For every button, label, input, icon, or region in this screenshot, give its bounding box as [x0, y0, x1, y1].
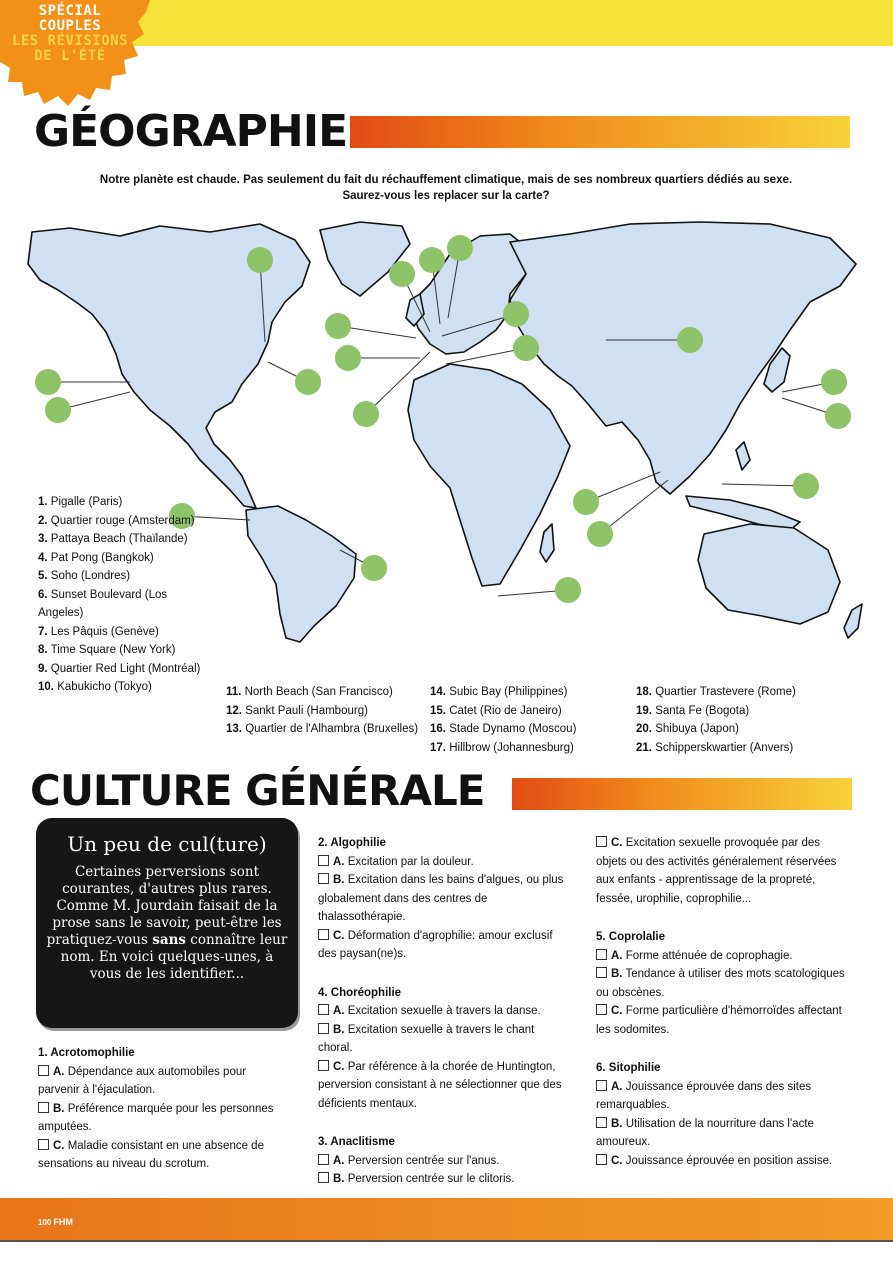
checkbox-icon[interactable] — [318, 1172, 329, 1183]
legend-item: 7. Les Pâquis (Genève) — [38, 625, 159, 638]
new-zealand-shape — [844, 604, 862, 638]
legend-item: 10. Kabukicho (Tokyo) — [38, 681, 152, 693]
checkbox-icon[interactable] — [318, 1004, 329, 1015]
answer-option[interactable]: A. Excitation par la douleur. — [318, 853, 568, 872]
legend-item: 12. Sankt Pauli (Hambourg) — [226, 704, 368, 717]
answer-option[interactable]: B. Excitation sexuelle à travers le chant choral. — [318, 1023, 535, 1054]
map-marker-21[interactable] — [555, 577, 581, 603]
map-marker-1[interactable] — [35, 369, 61, 395]
answer-option[interactable]: C. Déformation d'agrophilie: amour exclusif des paysan(ne)s. — [318, 929, 553, 960]
legend-item: 21. Schipperskwartier (Anvers) — [636, 741, 794, 754]
badge-text — [10, 4, 130, 64]
answer-option[interactable]: C. Jouissance éprouvée en position assise. — [596, 1152, 852, 1171]
checkbox-icon[interactable] — [596, 1004, 607, 1015]
map-marker-18[interactable] — [793, 473, 819, 499]
callout-title: Un peu de cul(ture) — [67, 832, 267, 856]
madagascar-shape — [540, 524, 554, 562]
brand-logo: FHM — [53, 1217, 73, 1227]
answer-option[interactable]: B. Utilisation de la nourriture dans l'acte amoureux. — [596, 1117, 814, 1148]
legend-item: 15. Catet (Rio de Janeiro) — [430, 704, 562, 717]
answer-option[interactable]: A. Dépendance aux automobiles pour parvenir à l'éjaculation. — [38, 1065, 247, 1096]
map-marker-11[interactable] — [419, 247, 445, 273]
map-marker-10[interactable] — [389, 261, 415, 287]
map-marker-3[interactable] — [247, 247, 273, 273]
answer-option[interactable]: C. Forme particulière d'hémorroïdes affectant les sodomites. — [596, 1005, 842, 1036]
badge-line-4: DE L'ÉTÉ — [34, 48, 106, 64]
map-marker-17[interactable] — [825, 403, 851, 429]
checkbox-icon[interactable] — [318, 1060, 329, 1071]
map-marker-2[interactable] — [45, 397, 71, 423]
map-marker-20[interactable] — [587, 521, 613, 547]
answer-option[interactable]: C. Maladie consistant en une absence de sensations au niveau du scrotum. — [38, 1139, 264, 1170]
checkbox-icon[interactable] — [38, 1139, 49, 1150]
map-marker-8[interactable] — [335, 345, 361, 371]
checkbox-icon[interactable] — [596, 967, 607, 978]
map-marker-4[interactable] — [295, 369, 321, 395]
geography-title-gradient-bar — [350, 116, 850, 148]
legend-column-1 — [38, 493, 208, 697]
legend-item: 8. Time Square (New York) — [38, 644, 176, 656]
legend-item: 4. Pat Pong (Bangkok) — [38, 551, 154, 564]
checkbox-icon[interactable] — [318, 855, 329, 866]
legend-item: 19. Santa Fe (Bogota) — [636, 704, 750, 717]
badge-line-3: LES RÉVISIONS — [11, 33, 129, 49]
answer-option[interactable]: C. Par référence à la chorée de Huntington, perversion consistant à ne sélectionner que des déficients mentaux. — [318, 1060, 562, 1110]
map-marker-14[interactable] — [513, 335, 539, 361]
legend-item: 2. Quartier rouge (Amsterdam) — [38, 514, 195, 527]
quiz-column-3 — [596, 834, 852, 1170]
quiz-column-2 — [318, 834, 568, 1189]
map-marker-19[interactable] — [573, 489, 599, 515]
answer-option[interactable]: A. Forme atténuée de coprophagie. — [596, 947, 852, 966]
answer-option[interactable]: A. Jouissance éprouvée dans des sites remarquables. — [596, 1080, 812, 1111]
legend-column-2 — [226, 683, 426, 739]
answer-option[interactable]: B. Excitation dans les bains d'algues, ou plus globalement dans des centres de thalassothérapie. — [318, 874, 564, 923]
legend-item: 20. Shibuya (Japon) — [636, 723, 739, 735]
checkbox-icon[interactable] — [318, 1023, 329, 1034]
philippines-shape — [736, 442, 750, 470]
checkbox-icon[interactable] — [596, 1154, 607, 1165]
answer-option[interactable]: B. Préférence marquée pour les personnes amputées. — [38, 1102, 274, 1133]
checkbox-icon[interactable] — [318, 1154, 329, 1165]
checkbox-icon[interactable] — [318, 873, 329, 884]
checkbox-icon[interactable] — [596, 1117, 607, 1128]
callout-bold-word: sans — [152, 932, 186, 948]
geography-intro — [40, 172, 852, 204]
question-title: 4. Choréophilie — [318, 986, 402, 999]
intro-line-2: Saurez-vous les replacer sur la carte? — [342, 190, 550, 202]
geography-title: GÉOGRAPHIE — [34, 106, 348, 157]
legend-item: 13. Quartier de l'Alhambra (Bruxelles) — [226, 723, 419, 735]
south-america-shape — [246, 506, 356, 642]
culture-title-gradient-bar — [512, 778, 852, 810]
question-title: 5. Coprolalie — [596, 931, 666, 943]
question-title: 3. Anaclitisme — [318, 1136, 395, 1148]
badge-line-2: COUPLES — [38, 18, 102, 34]
culture-title: CULTURE GÉNÉRALE — [30, 766, 485, 815]
map-marker-9[interactable] — [353, 401, 379, 427]
answer-option[interactable]: A. Perversion centrée sur l'anus. — [318, 1152, 568, 1171]
legend-item: 11. North Beach (San Francisco) — [226, 686, 393, 698]
legend-item: 3. Pattaya Beach (Thaïlande) — [38, 533, 188, 545]
page-footer — [38, 1217, 73, 1227]
callout-body: Certaines perversions sont courantes, d'autres plus rares. Comme M. Jourdain faisait de la prose sans le savoir, peut-être les pratiquez-vous sans connaître leur nom. En voici quelques-unes, à vous de les identifier... — [46, 864, 288, 982]
answer-option[interactable]: B. Tendance à utiliser des mots scatologiques ou obscènes. — [596, 968, 845, 999]
legend-item: 6. Sunset Boulevard (Los Angeles) — [38, 588, 168, 619]
map-marker-16[interactable] — [821, 369, 847, 395]
intro-line-1: Notre planète est chaude. Pas seulement du fait du réchauffement climatique, mais de ses nombreux quartiers dédiés au sexe. — [99, 174, 793, 186]
page-number: 100 — [38, 1218, 52, 1227]
legend-item: 16. Stade Dynamo (Moscou) — [430, 723, 577, 735]
question-title: 1. Acrotomophilie — [38, 1047, 135, 1059]
checkbox-icon[interactable] — [596, 949, 607, 960]
legend-item: 14. Subic Bay (Philippines) — [430, 686, 568, 698]
answer-option[interactable]: C. Excitation sexuelle provoquée par des objets ou des activités généralement réservées aux enfants - apprentissage de la propreté, fessée, urophilie, coprophilie... — [596, 837, 837, 905]
map-marker-12[interactable] — [447, 235, 473, 261]
legend-item: 18. Quartier Trastevere (Rome) — [636, 686, 796, 698]
question-title: 2. Algophilie — [318, 837, 386, 849]
bottom-rule — [0, 1240, 893, 1242]
badge-line-1: SPÉCIAL — [38, 3, 102, 19]
map-marker-6[interactable] — [361, 555, 387, 581]
checkbox-icon[interactable] — [596, 836, 607, 847]
legend-item: 17. Hillbrow (Johannesburg) — [430, 741, 574, 754]
legend-item: 5. Soho (Londres) — [38, 570, 131, 582]
checkbox-icon[interactable] — [596, 1080, 607, 1091]
legend-item: 9. Quartier Red Light (Montréal) — [38, 662, 201, 675]
map-marker-15[interactable] — [677, 327, 703, 353]
legend-item: 1. Pigalle (Paris) — [38, 496, 123, 508]
map-marker-7[interactable] — [325, 313, 351, 339]
checkbox-icon[interactable] — [38, 1065, 49, 1076]
intro-callout-box — [36, 818, 298, 1028]
checkbox-icon[interactable] — [318, 929, 329, 940]
legend-column-3 — [430, 683, 630, 757]
legend-column-4 — [636, 683, 866, 757]
question-title: 6. Sitophilie — [596, 1062, 661, 1074]
answer-option[interactable]: A. Excitation sexuelle à travers la danse. — [318, 1002, 568, 1021]
checkbox-icon[interactable] — [38, 1102, 49, 1113]
answer-option[interactable]: B. Perversion centrée sur le clitoris. — [318, 1170, 568, 1189]
australia-shape — [698, 524, 840, 624]
map-marker-13[interactable] — [503, 301, 529, 327]
quiz-column-1 — [38, 1044, 288, 1174]
footer-orange-bar — [0, 1198, 893, 1240]
